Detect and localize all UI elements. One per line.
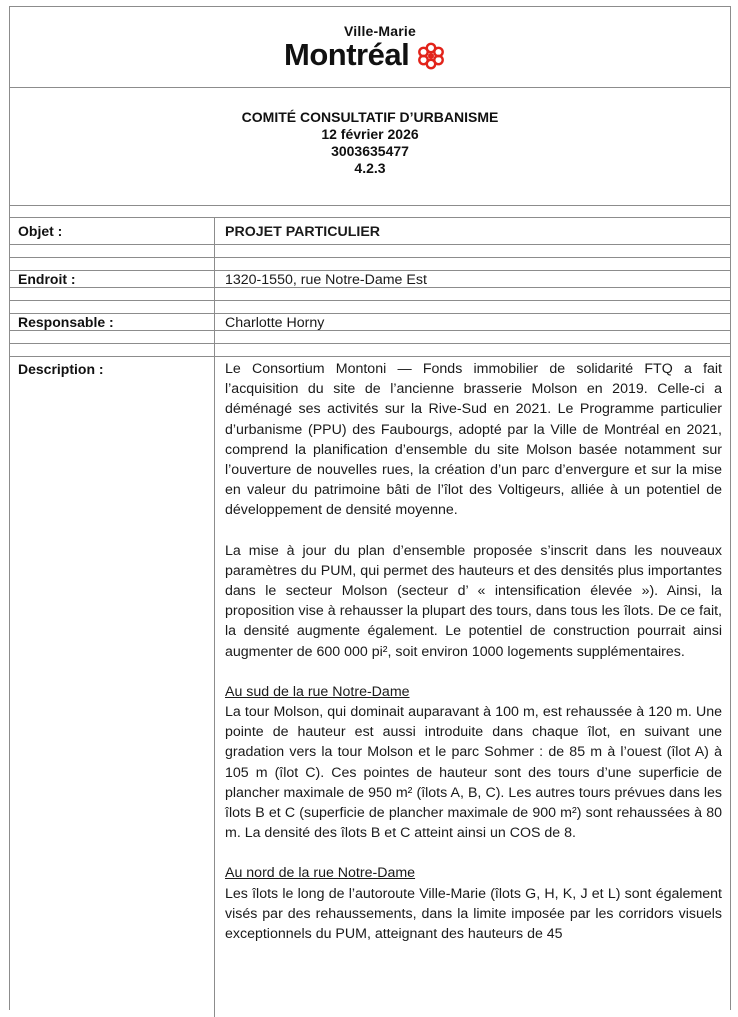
logo-header <box>10 7 730 88</box>
spacer-row <box>10 344 730 357</box>
description-paragraph: La mise à jour du plan d’ensemble proposée s’inscrit dans les nouveaux paramètres du PUM, qui permet des hauteurs et des densités plus importantes dans le secteur Molson (secteur d’ « intensification élevée »). Ainsi, la proposition vise à rehausser la plupart des tours, dans tous les îlots. De ce fait, la densité augmente également. Le potentiel de construction pourrait ainsi augmenter de 600 000 pi², soit environ 1000 logements supplémentaires. <box>225 542 722 660</box>
logo-city-name: Montréal <box>284 37 410 72</box>
description-label: Description : <box>18 361 104 377</box>
row-description <box>10 357 730 1017</box>
spacer-row <box>10 245 730 258</box>
document-frame <box>9 6 731 1010</box>
montreal-logo <box>284 21 484 81</box>
objet-label: Objet : <box>18 223 63 239</box>
description-paragraph: Les îlots le long de l’autoroute Ville-Marie (îlots G, H, K, J et L) sont également visés par des rehaussements, dans la limite imposée par les corridors visuels exceptionnels du PUM, atteignant des hauteurs de 45 <box>225 885 722 943</box>
item-number: 4.2.3 <box>354 160 386 176</box>
description-text <box>225 359 722 964</box>
row-responsable <box>10 314 730 331</box>
objet-value: PROJET PARTICULIER <box>225 224 381 240</box>
logo-borough-name: Ville-Marie <box>344 23 416 39</box>
section-heading-south: Au sud de la rue Notre-Dame <box>225 683 410 700</box>
rosette-icon <box>418 41 444 71</box>
document-title-block <box>10 87 730 206</box>
responsable-label: Responsable : <box>18 314 114 330</box>
section-heading-north: Au nord de la rue Notre-Dame <box>225 865 416 882</box>
endroit-value: 1320-1550, rue Notre-Dame Est <box>225 272 427 288</box>
spacer-row <box>10 288 730 301</box>
meeting-date: 12 février 2026 <box>321 126 419 142</box>
responsable-value: Charlotte Horny <box>225 315 325 331</box>
row-endroit <box>10 271 730 288</box>
description-paragraph: La tour Molson, qui dominait auparavant à 100 m, est rehaussée à 120 m. Une pointe de hauteur est aussi introduite dans chaque îlot, en suivant une gradation vers la tour Molson et le parc Sohmer : de 85 m à l’ouest (îlot A) à 105 m (îlot C). Ces pointes de hauteur sont des tours d’une superficie de plancher maximale de 950 m² (îlots A, B, C). Les autres tours prévues dans les îlots B et C (superficie de plancher maximale de 900 m²) sont rehaussées à 80 m. La densité des îlots B et C atteint ainsi un COS de 8. <box>225 704 722 842</box>
spacer-row <box>10 205 730 218</box>
file-number: 3003635477 <box>331 143 409 159</box>
description-paragraph: Le Consortium Montoni — Fonds immobilier de solidarité FTQ a fait l’acquisition du site de l’ancienne brasserie Molson en 2019. Celle-ci a déménagé ses activités sur la Rive-Sud en 2021. Le Programme particulier d’urbanisme (PPU) des Faubourgs, adopté par la Ville de Montréal en 2021, comprend la planification d’ensemble du site Molson basée notamment sur l’ouverture de nouvelles rues, la création d’un parc d’envergure et sur la mise en valeur du patrimoine bâti de l’îlot des Voltigeurs, alliée à un potentiel de développement de densité moyenne. <box>225 361 722 519</box>
committee-title: COMITÉ CONSULTATIF D’URBANISME <box>241 109 499 125</box>
row-objet <box>10 218 730 245</box>
endroit-label: Endroit : <box>18 271 76 287</box>
spacer-row <box>10 331 730 344</box>
